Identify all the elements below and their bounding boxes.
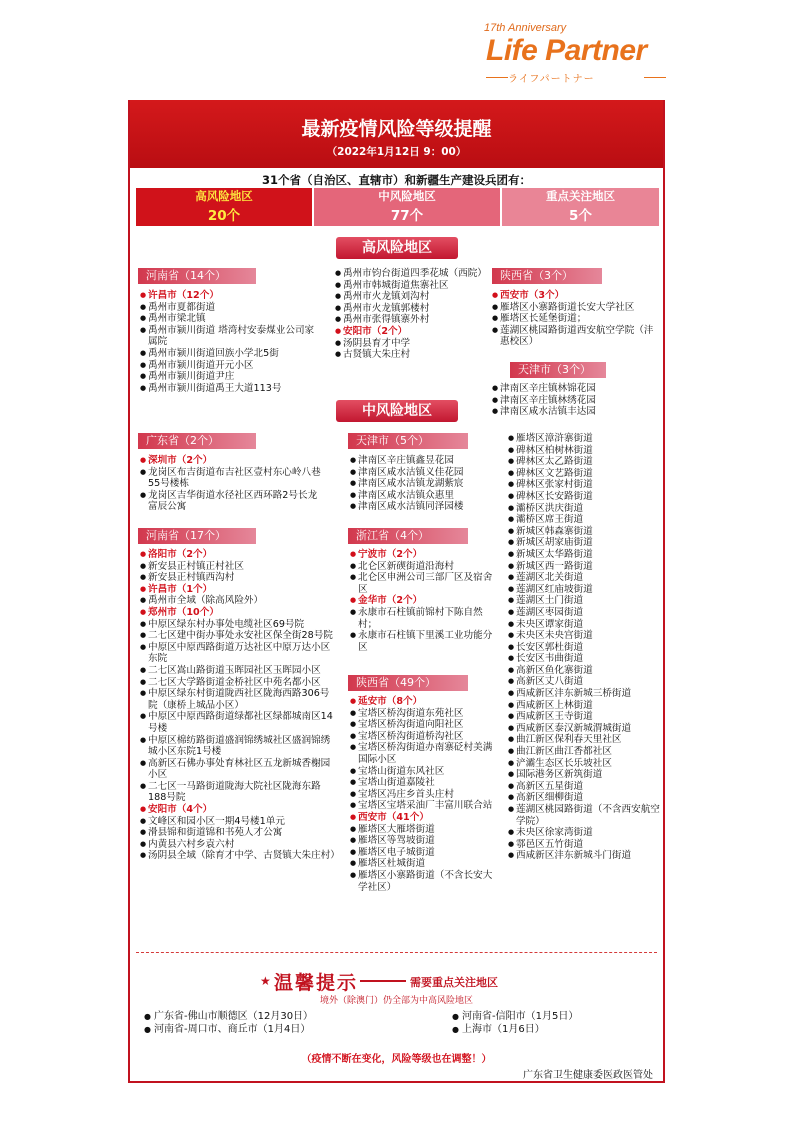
- mid-tianjin-list: [350, 455, 500, 513]
- logo-rule-left: [486, 77, 508, 78]
- logo-anniversary: 17th Anniversary: [484, 22, 567, 34]
- focus-list-left: [144, 1010, 384, 1036]
- list-item: ● 津南区咸水沽镇同泽园楼: [350, 501, 500, 513]
- list-item: ● 宝塔区桥沟街道办南寨砭村美满国际小区: [350, 742, 500, 765]
- list-item: ● 曲江新区曲江香都社区: [508, 746, 663, 758]
- list-item: ● 长安区韦曲街道: [508, 653, 663, 665]
- list-item: ● 宝塔区桥沟街道向阳社区: [350, 719, 500, 731]
- list-item: ● 中原区绿东村办事处电缆社区69号院: [140, 619, 338, 631]
- high-henan-title: 河南省（14个）: [138, 268, 256, 284]
- high-risk-banner: 高风险地区: [336, 237, 458, 259]
- list-item: ● 长安区郭杜街道: [508, 642, 663, 654]
- list-item: ● 碑林区长安路街道: [508, 491, 663, 503]
- list-item: ● 汤阴县全域（除育才中学、古贤镇大朱庄村）: [140, 850, 338, 862]
- list-item: ● 宝塔山街道嘉陵社: [350, 777, 500, 789]
- tips-subtitle: 需要重点关注地区: [410, 976, 498, 989]
- list-item: ● 国际港务区新筑街道: [508, 769, 663, 781]
- list-item: ● 宝塔区桥沟街道东苑社区: [350, 708, 500, 720]
- city-heading: ● 深圳市（2个）: [140, 455, 322, 467]
- list-item: ● 新城区太华路街道: [508, 549, 663, 561]
- list-item: ● 二七区一马路街道陇海大院社区陇海东路188号院: [140, 781, 338, 804]
- list-item: ● 莲湖区红庙坡街道: [508, 584, 663, 596]
- list-item: ● 莲湖区土门街道: [508, 595, 663, 607]
- list-item: ● 新城区胡家庙街道: [508, 537, 663, 549]
- mid-zhejiang-title: 浙江省（4个）: [348, 528, 468, 544]
- list-item: ● 二七区嵩山路街道玉晖园社区玉晖园小区: [140, 665, 338, 677]
- list-item: ● 雁塔区大雁塔街道: [350, 824, 500, 836]
- mid-henan-list: [140, 549, 338, 862]
- overseas-note: 境外（除澳门）仍全部为中高风险地区: [319, 996, 473, 1006]
- list-item: ● 高新区鱼化寨街道: [508, 665, 663, 677]
- source-line: 广东省卫生健康委医政医管处: [523, 1070, 653, 1081]
- logo-rule-right: [644, 77, 666, 78]
- notice-frame: [128, 100, 665, 1083]
- list-item: ● 宝塔山街道东风社区: [350, 766, 500, 778]
- city-heading: ● 郑州市（10个）: [140, 607, 338, 619]
- city-heading: ● 洛阳市（2个）: [140, 549, 338, 561]
- list-item: ● 二七区建中街办事处永安社区保全街28号院: [140, 630, 338, 642]
- list-item: ● 鄠邑区五竹街道: [508, 839, 663, 851]
- list-item: ● 曲江新区保利春天里社区: [508, 734, 663, 746]
- tab-focus: [502, 188, 659, 226]
- list-item: ● 高新区细柳街道: [508, 792, 663, 804]
- list-item: ● 中原区绿东村街道陇西社区陇海西路306号院（康桥上城品小区）: [140, 688, 338, 711]
- list-item: ● 津南区咸水沽镇众惠里: [350, 490, 500, 502]
- list-item: ● 中原区中原西路街道绿都社区绿都城南区14号楼: [140, 711, 338, 734]
- mid-guangdong-title: 广东省（2个）: [138, 433, 256, 449]
- list-item: ● 莲湖区桃园路街道西安航空学院（沣惠校区）: [492, 325, 660, 348]
- logo-subtitle: ライフパートナー: [508, 74, 595, 85]
- list-item: ● 禹州市颍川街道回族小学北5街: [140, 348, 320, 360]
- list-item: ● 西咸新区沣东新城斗门街道: [508, 850, 663, 862]
- list-item: ● 中原区棉纺路街道盛润锦绣城社区盛润锦绣城小区东院1号楼: [140, 735, 338, 758]
- list-item: ● 永康市石柱镇前锦村下陈自然村；: [350, 607, 500, 630]
- list-item: ● 津南区辛庄镇林绣花园: [492, 395, 660, 407]
- list-item: ● 雁塔区小寨路街道长安大学社区: [492, 302, 660, 314]
- list-item: ● 雁塔区等驾坡街道: [350, 835, 500, 847]
- list-item: ● 碑林区柏树林街道: [508, 445, 663, 457]
- city-heading: ● 许昌市（12个）: [140, 290, 320, 302]
- star-icon: ★: [260, 974, 271, 988]
- list-item: ● 浐灞生态区长乐坡社区: [508, 758, 663, 770]
- high-shaanxi-title: 陕西省（3个）: [492, 268, 602, 284]
- logo-name: Life Partner: [486, 34, 647, 67]
- city-heading: ● 西安市（41个）: [350, 812, 500, 824]
- list-item: ● 禹州市颍川街道尹庄: [140, 371, 320, 383]
- list-item: ● 宝塔区桥沟街道桥沟社区: [350, 731, 500, 743]
- list-item: ● 未央区徐家湾街道: [508, 827, 663, 839]
- list-item: ● 西咸新区上林街道: [508, 700, 663, 712]
- list-item: ● 禹州市火龙镇郭楼村: [335, 303, 485, 315]
- list-item: ● 文峰区和园小区一期4号楼1单元: [140, 816, 338, 828]
- list-item: ● 津南区辛庄镇林锦花园: [492, 383, 660, 395]
- list-item: ● 禹州市火龙镇刘沟村: [335, 291, 485, 303]
- list-item: ● 禹州市全域（除高风险外）: [140, 595, 338, 607]
- list-item: ● 西咸新区沣东新城三桥街道: [508, 688, 663, 700]
- list-item: ● 龙岗区布吉街道布吉社区壹村东心岭八巷55号楼栋: [140, 467, 322, 490]
- warning-line: （疫情不断在变化，风险等级也在调整！）: [301, 1054, 492, 1065]
- tips-separator: [136, 952, 657, 953]
- list-item: ● 津南区咸水沽镇义佳花园: [350, 467, 500, 479]
- list-item: ● 津南区咸水沽镇丰达园: [492, 406, 660, 418]
- list-item: ● 新城区韩森寨街道: [508, 526, 663, 538]
- list-item: ● 雁塔区杜城街道: [350, 858, 500, 870]
- focus-list-right: [452, 1010, 652, 1036]
- list-item: ● 二七区大学路街道金桥社区中苑名都小区: [140, 677, 338, 689]
- high-henan-list-2: [335, 268, 485, 361]
- list-item: ● 未央区谭家街道: [508, 619, 663, 631]
- list-item: ● 高新区五星街道: [508, 781, 663, 793]
- city-heading: ● 安阳市（4个）: [140, 804, 338, 816]
- list-item: ● 禹州市梁北镇: [140, 313, 320, 325]
- tips-dash: [360, 980, 406, 982]
- tips-title: 温馨提示: [274, 972, 359, 994]
- list-item: ● 汤阴县育才中学: [335, 338, 485, 350]
- list-item: ● 津南区咸水沽镇龙湖紫宸: [350, 478, 500, 490]
- tab-high-label: 高风险地区: [195, 189, 253, 203]
- list-item: ● 灞桥区洪庆街道: [508, 503, 663, 515]
- list-item: ● 雁塔区漳浒寨街道: [508, 433, 663, 445]
- list-item: ● 莲湖区桃园路街道（不含西安航空学院）: [508, 804, 663, 827]
- city-heading: ● 安阳市（2个）: [335, 326, 485, 338]
- list-item: ● 北仑区申洲公司三部厂区及宿舍区: [350, 572, 500, 595]
- list-item: ● 津南区辛庄镇鑫昱花园: [350, 455, 500, 467]
- list-item: ● 西咸新区泰汉新城渭城街道: [508, 723, 663, 735]
- tab-focus-count: 5个: [569, 208, 592, 224]
- tab-high-risk: [136, 188, 312, 226]
- list-item: ● 永康市石柱镇下里溪工业功能分区: [350, 630, 500, 653]
- list-item: ● 禹州市颍川街道禹王大道113号: [140, 383, 320, 395]
- list-item: ● 宝塔区冯庄乡首头庄村: [350, 789, 500, 801]
- list-item: ● 中原区中原西路街道万达社区中原万达小区东院: [140, 642, 338, 665]
- high-tianjin-title: 天津市（3个）: [510, 362, 606, 378]
- life-partner-logo: [486, 22, 676, 84]
- list-item: ● 禹州市夏都街道: [140, 302, 320, 314]
- list-item: ● 雁塔区长延堡街道；: [492, 313, 660, 325]
- tab-high-count: 20个: [207, 208, 241, 224]
- high-shaanxi-list: [492, 290, 660, 348]
- list-item: ● 古贤镇大朱庄村: [335, 349, 485, 361]
- list-item: ● 新城区西一路街道: [508, 561, 663, 573]
- list-item: ● 新安县正村镇西沟村: [140, 572, 338, 584]
- list-item: ● 禹州市颍川街道 塔湾村安泰煤业公司家属院: [140, 325, 320, 348]
- list-item: ● 雁塔区小寨路街道（不含长安大学社区）: [350, 870, 500, 893]
- update-time: （2022年1月12日 9：00）: [326, 146, 467, 158]
- tab-mid-risk: [314, 188, 500, 226]
- tab-mid-count: 77个: [390, 208, 424, 224]
- city-heading: ● 延安市（8个）: [350, 696, 500, 708]
- focus-item: ● 上海市（1月6日）: [452, 1023, 652, 1036]
- list-item: ● 雁塔区电子城街道: [350, 847, 500, 859]
- mid-tianjin-title: 天津市（5个）: [348, 433, 468, 449]
- list-item: ● 内黄县六村乡袁六村: [140, 839, 338, 851]
- list-item: ● 碑林区太乙路街道: [508, 456, 663, 468]
- list-item: ● 龙岗区吉华街道水径社区西环路2号长龙富辰公寓: [140, 490, 322, 513]
- city-heading: ● 许昌市（1个）: [140, 584, 338, 596]
- high-henan-list-1: [140, 290, 320, 394]
- high-tianjin-list: [492, 383, 660, 418]
- focus-item: ● 河南省-周口市、商丘市（1月4日）: [144, 1023, 384, 1036]
- city-heading: ● 宁波市（2个）: [350, 549, 500, 561]
- notice-header: [130, 100, 663, 168]
- focus-item: ● 广东省-佛山市顺德区（12月30日）: [144, 1010, 384, 1023]
- tab-focus-label: 重点关注地区: [546, 189, 615, 203]
- summary-line: 31个省（自治区、直辖市）和新疆生产建设兵团有：: [261, 173, 531, 187]
- list-item: ● 莲湖区枣园街道: [508, 607, 663, 619]
- list-item: ● 未央区未央宫街道: [508, 630, 663, 642]
- list-item: ● 灞桥区席王街道: [508, 514, 663, 526]
- list-item: ● 高新区石佛办事处育林社区五龙新城香榭园小区: [140, 758, 338, 781]
- list-item: ● 新安县正村镇正村社区: [140, 561, 338, 573]
- tab-mid-label: 中风险地区: [378, 189, 436, 203]
- mid-shaanxi-title: 陕西省（49个）: [348, 675, 468, 691]
- mid-zhejiang-list: [350, 549, 500, 653]
- list-item: ● 莲湖区北关街道: [508, 572, 663, 584]
- list-item: ● 禹州市钧台街道四季花城（西院）: [335, 268, 485, 280]
- list-item: ● 高新区丈八街道: [508, 676, 663, 688]
- mid-shaanxi-list: [350, 696, 500, 893]
- list-item: ● 禹州市颍川街道开元小区: [140, 360, 320, 372]
- city-heading: ● 金华市（2个）: [350, 595, 500, 607]
- list-item: ● 碑林区张家村街道: [508, 479, 663, 491]
- list-item: ● 宝塔区宝塔采油厂丰富川联合站: [350, 800, 500, 812]
- list-item: ● 禹州市张得镇寨外村: [335, 314, 485, 326]
- list-item: ● 禹州市韩城街道焦寨社区: [335, 280, 485, 292]
- list-item: ● 北仑区新碶街道沿海村: [350, 561, 500, 573]
- mid-risk-banner: 中风险地区: [336, 400, 458, 422]
- list-item: ● 滑县锦和街道锦和书苑人才公寓: [140, 827, 338, 839]
- list-item: ● 碑林区文艺路街道: [508, 468, 663, 480]
- list-item: ● 西咸新区王寺街道: [508, 711, 663, 723]
- mid-xian-list: [508, 433, 663, 862]
- mid-guangdong-list: [140, 455, 322, 513]
- mid-henan-title: 河南省（17个）: [138, 528, 256, 544]
- city-heading: ● 西安市（3个）: [492, 290, 660, 302]
- focus-item: ● 河南省-信阳市（1月5日）: [452, 1010, 652, 1023]
- page-title: 最新疫情风险等级提醒: [301, 118, 492, 140]
